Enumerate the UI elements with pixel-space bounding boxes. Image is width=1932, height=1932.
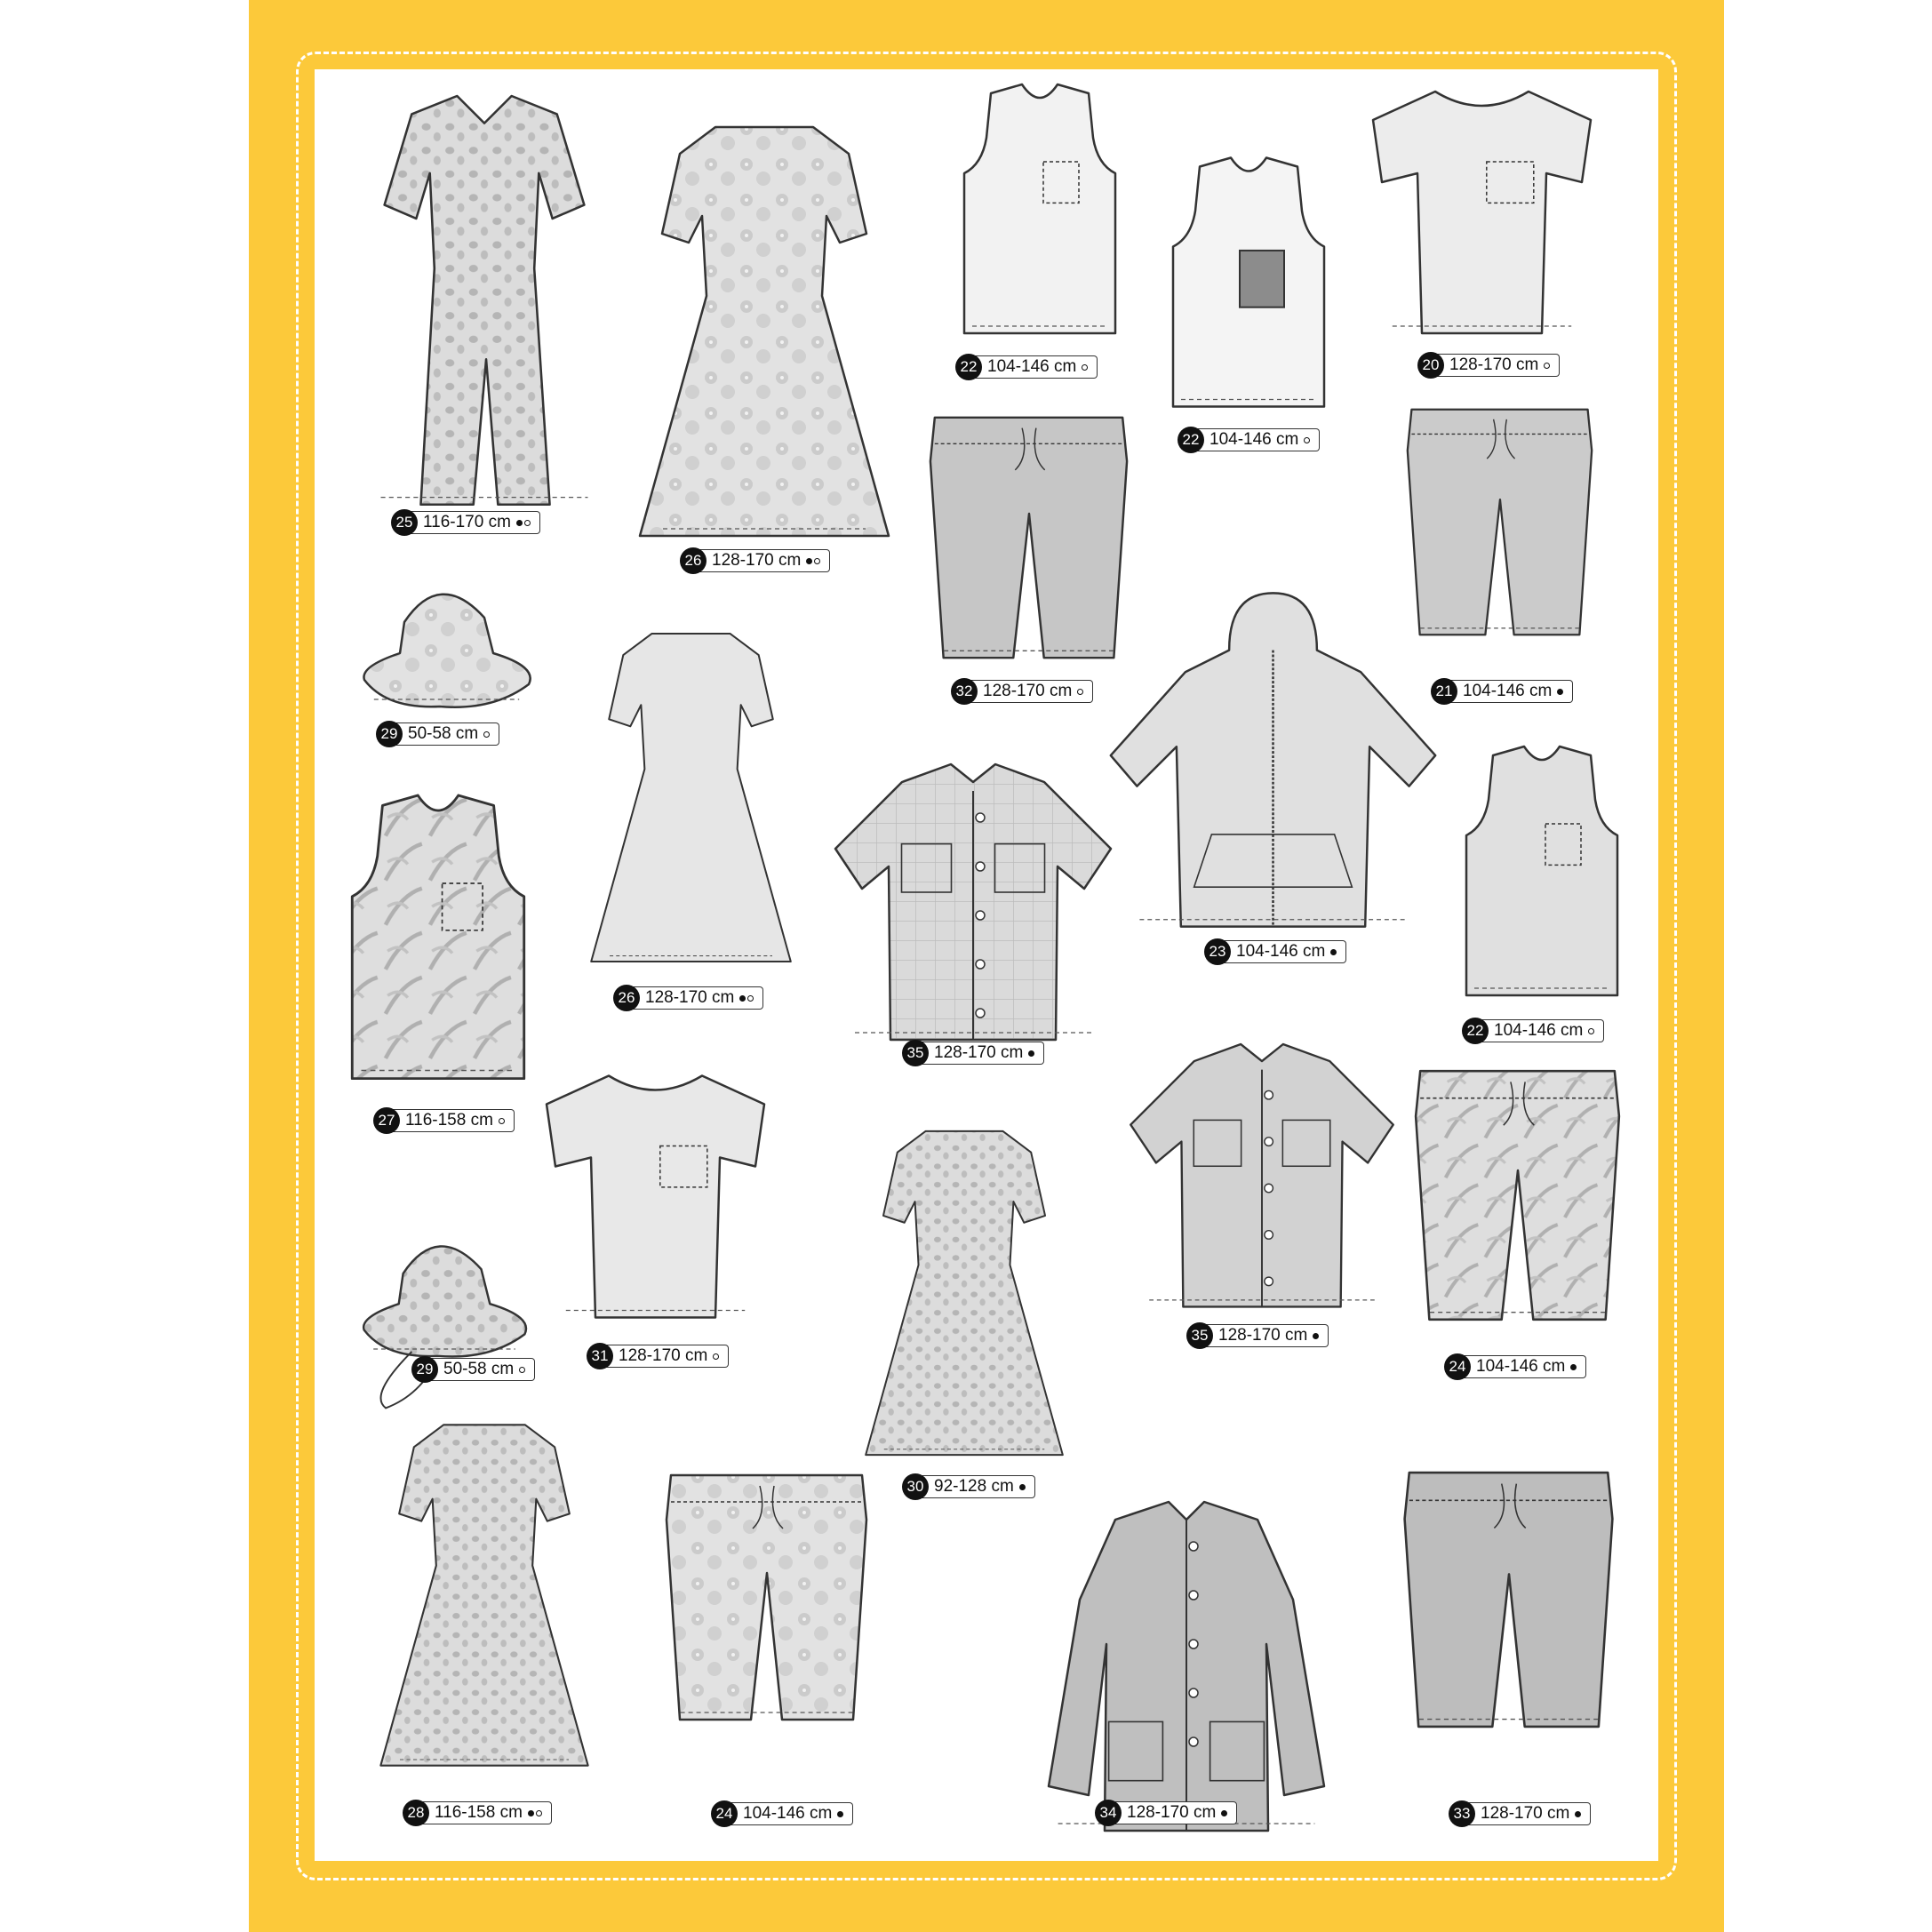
size-label — [680, 549, 830, 572]
size-label — [1462, 1019, 1604, 1042]
size-label — [613, 986, 763, 1010]
sun-hat-icon — [351, 569, 542, 715]
hollow-dot-icon — [1588, 1028, 1594, 1034]
hollow-dot-icon — [1304, 437, 1310, 443]
size-range-box — [431, 1358, 535, 1381]
dress-icon — [336, 795, 540, 1089]
difficulty-dots — [1570, 1364, 1577, 1370]
pattern-number: 23 — [1204, 938, 1231, 965]
pattern-number: 25 — [391, 509, 418, 536]
size-range: 128-170 cm — [983, 682, 1073, 700]
difficulty-dots — [1304, 437, 1310, 443]
dress-icon — [631, 114, 898, 549]
filled-dot-icon — [1575, 1811, 1581, 1817]
difficulty-dots — [1544, 363, 1550, 369]
pattern-number: 32 — [951, 678, 978, 705]
size-label — [955, 355, 1098, 379]
size-label — [373, 1109, 515, 1132]
difficulty-dots — [516, 520, 531, 526]
size-label — [1431, 680, 1573, 703]
size-range-box — [975, 355, 1098, 379]
tank-top-icon — [1453, 746, 1631, 1004]
size-range: 128-170 cm — [934, 1043, 1024, 1062]
size-range-box — [1197, 428, 1320, 451]
size-label — [1449, 1802, 1591, 1825]
difficulty-dots — [739, 995, 754, 1002]
filled-dot-icon — [1313, 1333, 1319, 1339]
size-label — [1178, 428, 1320, 451]
size-range-box — [411, 511, 540, 534]
difficulty-dots — [483, 731, 490, 738]
filled-dot-icon — [1330, 949, 1337, 955]
size-range-box — [970, 680, 1093, 703]
difficulty-dots — [1221, 1810, 1227, 1816]
size-label — [1417, 354, 1560, 377]
size-label — [403, 1801, 552, 1824]
hollow-dot-icon — [519, 1367, 525, 1373]
size-label — [951, 680, 1093, 703]
difficulty-dots — [1077, 689, 1083, 695]
hollow-dot-icon — [1082, 364, 1088, 371]
size-label — [376, 723, 499, 746]
size-range-box — [1481, 1019, 1604, 1042]
pattern-number: 31 — [587, 1343, 613, 1369]
dress-icon — [351, 1417, 618, 1773]
size-range: 128-170 cm — [1127, 1803, 1217, 1822]
difficulty-dots — [1028, 1050, 1034, 1057]
jumpsuit-icon — [333, 96, 635, 514]
tshirt-icon — [1364, 84, 1600, 342]
tank-top-icon — [951, 84, 1129, 342]
pattern-number: 33 — [1449, 1800, 1475, 1827]
difficulty-dots — [499, 1118, 505, 1124]
difficulty-dots — [1082, 364, 1088, 371]
difficulty-dots — [528, 1810, 542, 1816]
size-range: 116-158 cm — [405, 1111, 493, 1130]
size-label — [1204, 940, 1346, 963]
size-range: 128-170 cm — [1218, 1326, 1308, 1345]
filled-dot-icon — [1557, 689, 1563, 695]
size-range: 116-158 cm — [435, 1803, 523, 1822]
difficulty-dots — [519, 1367, 525, 1373]
size-range-box — [1464, 1355, 1586, 1378]
size-range-box — [422, 1801, 552, 1824]
filled-dot-icon — [516, 520, 523, 526]
size-range-box — [606, 1345, 729, 1368]
difficulty-dots — [713, 1353, 719, 1360]
blouse-icon — [538, 1062, 773, 1333]
jacket-icon — [1018, 1493, 1355, 1840]
shirt-icon — [818, 760, 1129, 1053]
size-label — [1186, 1324, 1329, 1347]
filled-dot-icon — [837, 1811, 843, 1817]
hollow-dot-icon — [536, 1810, 542, 1816]
pattern-number: 22 — [955, 354, 982, 380]
size-range: 128-170 cm — [712, 551, 802, 570]
hollow-dot-icon — [524, 520, 531, 526]
difficulty-dots — [806, 558, 820, 564]
size-range-box — [922, 1475, 1035, 1498]
size-label — [587, 1345, 729, 1368]
size-range: 50-58 cm — [443, 1360, 515, 1378]
tank-top-icon — [1160, 156, 1337, 418]
pattern-number: 26 — [613, 985, 640, 1011]
hollow-dot-icon — [814, 558, 820, 564]
pattern-number: 35 — [902, 1040, 929, 1066]
size-label — [902, 1475, 1035, 1498]
pattern-number: 29 — [411, 1356, 438, 1383]
pattern-number: 28 — [403, 1800, 429, 1826]
filled-dot-icon — [1019, 1484, 1026, 1490]
pattern-number: 24 — [711, 1800, 738, 1827]
size-range: 50-58 cm — [408, 724, 479, 743]
size-range-box — [1224, 940, 1346, 963]
size-range: 104-146 cm — [987, 357, 1077, 376]
dress-icon — [795, 1124, 1133, 1462]
size-range: 104-146 cm — [1463, 682, 1553, 700]
size-range: 104-146 cm — [1236, 942, 1326, 961]
filled-dot-icon — [739, 995, 746, 1002]
size-range: 128-170 cm — [619, 1346, 708, 1365]
hollow-dot-icon — [713, 1353, 719, 1360]
pattern-number: 26 — [680, 547, 707, 574]
pattern-number: 21 — [1431, 678, 1457, 705]
size-label — [391, 511, 540, 534]
size-range: 104-146 cm — [1209, 430, 1299, 449]
size-range: 128-170 cm — [1449, 355, 1539, 374]
size-label — [411, 1358, 535, 1381]
hollow-dot-icon — [1077, 689, 1083, 695]
difficulty-dots — [837, 1811, 843, 1817]
size-range-box — [922, 1042, 1044, 1065]
size-range-box — [1114, 1801, 1237, 1824]
pattern-number: 27 — [373, 1107, 400, 1134]
difficulty-dots — [1557, 689, 1563, 695]
hollow-dot-icon — [499, 1118, 505, 1124]
pattern-number: 20 — [1417, 352, 1444, 379]
hollow-dot-icon — [747, 995, 754, 1002]
size-range-box — [1468, 1802, 1591, 1825]
pattern-number: 35 — [1186, 1322, 1213, 1349]
trousers-icon — [1395, 1062, 1640, 1329]
hollow-dot-icon — [483, 731, 490, 738]
size-range: 104-146 cm — [1494, 1021, 1584, 1040]
difficulty-dots — [1588, 1028, 1594, 1034]
hoodie-icon — [1098, 587, 1449, 938]
shirt-icon — [1111, 1044, 1413, 1315]
size-range-box — [730, 1802, 853, 1825]
filled-dot-icon — [1570, 1364, 1577, 1370]
size-range-box — [1450, 680, 1573, 703]
size-range-box — [633, 986, 763, 1010]
dress-icon — [560, 627, 822, 969]
trousers-icon — [653, 1422, 880, 1773]
difficulty-dots — [1575, 1811, 1581, 1817]
size-range: 104-146 cm — [743, 1804, 833, 1823]
trousers-icon — [1391, 1417, 1626, 1782]
filled-dot-icon — [1221, 1810, 1227, 1816]
size-label — [1444, 1355, 1586, 1378]
hollow-dot-icon — [1544, 363, 1550, 369]
filled-dot-icon — [806, 558, 812, 564]
size-range-box — [395, 723, 499, 746]
difficulty-dots — [1330, 949, 1337, 955]
pattern-number: 22 — [1178, 427, 1204, 453]
size-label — [902, 1042, 1044, 1065]
size-range: 116-170 cm — [423, 513, 511, 531]
pattern-number: 24 — [1444, 1353, 1471, 1380]
difficulty-dots — [1019, 1484, 1026, 1490]
size-label — [711, 1802, 853, 1825]
difficulty-dots — [1313, 1333, 1319, 1339]
size-range-box — [699, 549, 830, 572]
pattern-number: 34 — [1095, 1800, 1122, 1826]
size-label — [1095, 1801, 1237, 1824]
size-range: 128-170 cm — [1481, 1804, 1570, 1823]
size-range-box — [393, 1109, 515, 1132]
size-range: 92-128 cm — [934, 1477, 1014, 1496]
size-range-box — [1206, 1324, 1329, 1347]
size-range-box — [1437, 354, 1560, 377]
pattern-number: 29 — [376, 721, 403, 747]
filled-dot-icon — [528, 1810, 534, 1816]
filled-dot-icon — [1028, 1050, 1034, 1057]
pattern-number: 22 — [1462, 1018, 1489, 1044]
pattern-number: 30 — [902, 1473, 929, 1500]
size-range: 128-170 cm — [645, 988, 735, 1007]
size-range: 104-146 cm — [1476, 1357, 1566, 1376]
